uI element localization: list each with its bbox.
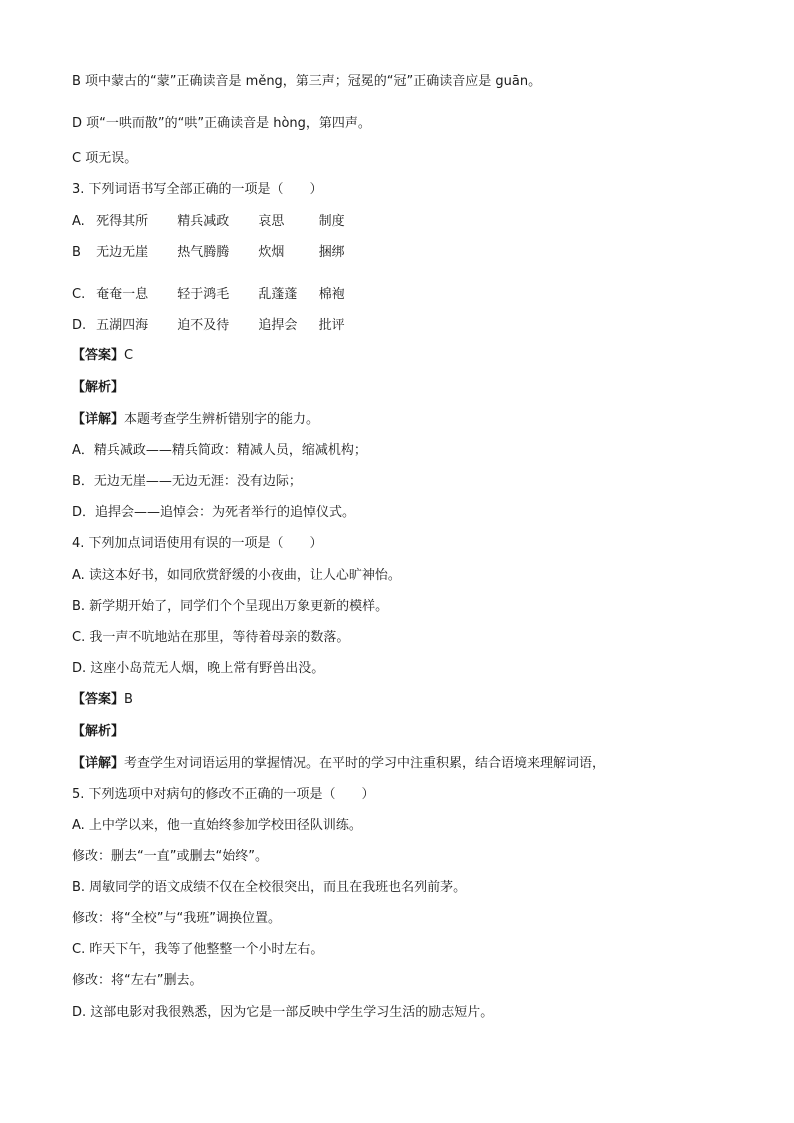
detail-line [72, 755, 605, 773]
option-word: 批评 [318, 318, 345, 333]
option-word: 五湖四海 [96, 318, 149, 333]
option-word: 无边无崖 [96, 245, 149, 260]
text-line: C 项无误。 [72, 151, 138, 166]
option-d [72, 317, 345, 335]
text-line: A．精兵减政——精兵简政：精减人员，缩减机构； [72, 443, 367, 458]
text-line: D 项“一哄而散”的“哄”正确读音是 hòng，第四声。 [72, 116, 371, 131]
option-word: 炊烟 [258, 245, 285, 260]
option-word: 捆绑 [318, 245, 345, 260]
option-c: C. 我一声不吭地站在那里，等待着母亲的数落。 [72, 630, 350, 645]
question-4-stem: 4. 下列加点词语使用有误的一项是（ ） [72, 536, 323, 551]
revision-text: 修改：删去“一直”或删去“始终”。 [72, 849, 268, 864]
answer-tag: 【答案】 [72, 692, 125, 707]
analysis-tag: 【解析】 [72, 724, 125, 739]
answer-value: B [124, 692, 133, 707]
answer-tag: 【答案】 [72, 348, 125, 363]
option-b [72, 244, 345, 262]
answer-line [72, 691, 133, 709]
option-word: 追捍会 [258, 318, 298, 333]
option-a: A. 读这本好书，如同欣赏舒缓的小夜曲，让人心旷神怡。 [72, 568, 401, 583]
option-word: 哀思 [258, 214, 285, 229]
option-b: B. 周敏同学的语文成绩不仅在全校很突出，而且在我班也名列前茅。 [72, 880, 467, 895]
option-word: 精兵减政 [177, 214, 230, 229]
question-5-stem: 5. 下列选项中对病句的修改不正确的一项是（ ） [72, 787, 375, 802]
revision-text: 修改：将“左右”删去。 [72, 973, 203, 988]
option-d: D. 这座小岛荒无人烟，晚上常有野兽出没。 [72, 661, 325, 676]
question-3-stem: 3. 下列词语书写全部正确的一项是（ ） [72, 182, 323, 197]
option-word: 奄奄一息 [96, 287, 149, 302]
text-line: B 项中蒙古的“蒙”正确读音是 měng，第三声；冠冕的“冠”正确读音应是 guān。 [72, 74, 542, 89]
option-word: 棉袍 [318, 287, 345, 302]
option-label: A. [72, 214, 85, 229]
detail-text: 考查学生对词语运用的掌握情况。在平时的学习中注重积累，结合语境来理解词语， [124, 756, 606, 771]
analysis-line [72, 379, 124, 397]
revision-text: 修改：将“全校”与“我班”调换位置。 [72, 911, 281, 926]
option-b: B. 新学期开始了，同学们个个呈现出万象更新的模样。 [72, 599, 389, 614]
option-c [72, 286, 345, 304]
option-word: 乱蓬蓬 [258, 287, 298, 302]
option-a [72, 213, 345, 231]
option-label: C. [72, 287, 86, 302]
detail-text: 本题考查学生辨析错别字的能力。 [124, 412, 320, 427]
analysis-tag: 【解析】 [72, 380, 125, 395]
option-label: D. [72, 318, 87, 333]
option-word: 死得其所 [96, 214, 149, 229]
option-word: 热气腾腾 [177, 245, 230, 260]
text-line: D．追捍会——追悼会：为死者举行的追悼仪式。 [72, 505, 356, 520]
answer-line [72, 347, 133, 365]
detail-tag: 【详解】 [72, 412, 125, 427]
detail-line [72, 411, 319, 429]
text-line: B．无边无崖——无边无涯：没有边际； [72, 474, 302, 489]
option-c: C. 昨天下午，我等了他整整一个小时左右。 [72, 942, 324, 957]
detail-tag: 【详解】 [72, 756, 125, 771]
option-a: A. 上中学以来，他一直始终参加学校田径队训练。 [72, 818, 362, 833]
option-label: B [72, 245, 81, 260]
answer-value: C [124, 348, 134, 363]
option-word: 迫不及待 [177, 318, 230, 333]
option-word: 轻于鸿毛 [177, 287, 230, 302]
analysis-line [72, 723, 124, 741]
option-word: 制度 [318, 214, 345, 229]
option-d: D. 这部电影对我很熟悉，因为它是一部反映中学生学习生活的励志短片。 [72, 1005, 494, 1020]
